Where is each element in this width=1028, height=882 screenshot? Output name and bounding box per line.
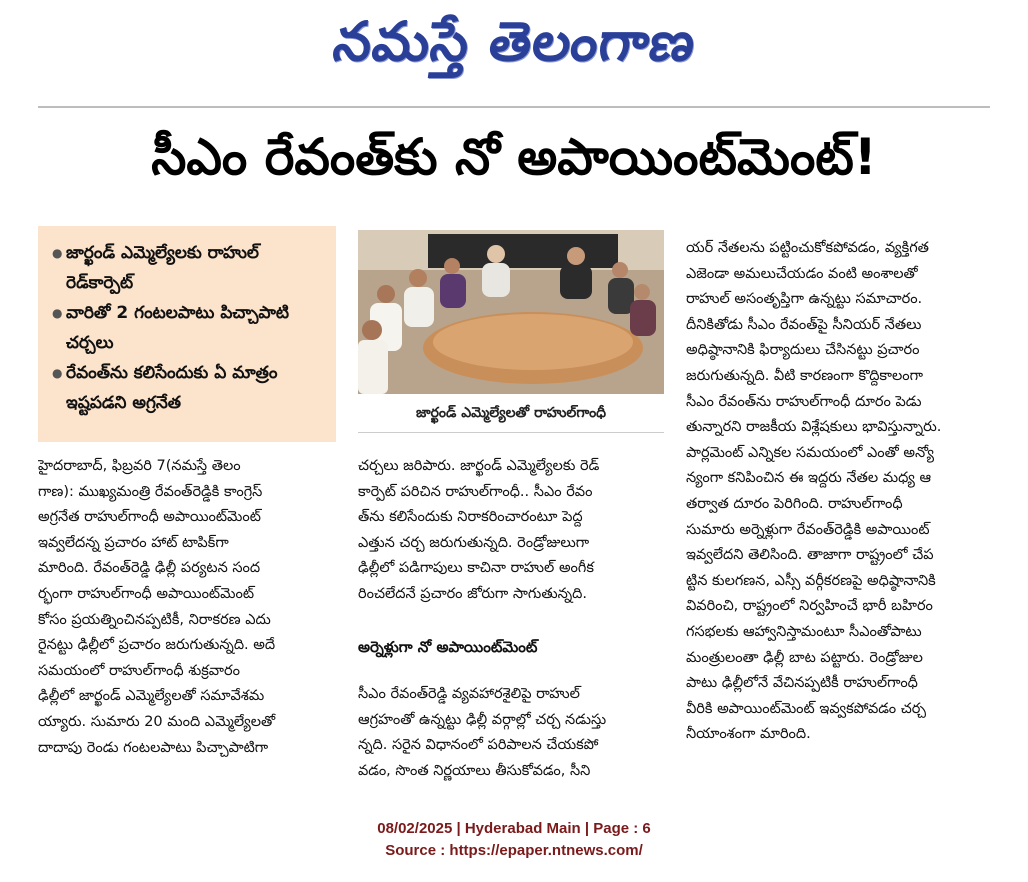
source-link[interactable]: Source : https://epaper.ntnews.com/	[385, 842, 643, 859]
masthead	[0, 0, 1028, 96]
article-line: పార్లమెంట్ ఎన్నికల సమయంలో ఎంతో అన్యో	[686, 444, 935, 461]
article-line: జరుగుతున్నది. వీటి కారణంగా కొద్దికాలంగా	[686, 367, 923, 384]
article-line: ఢిల్లీలో జార్ఖండ్ ఎమ్మెల్యేలతో సమావేశమ	[38, 688, 265, 705]
article-line: ట్టిన కులగణన, ఎస్సీ వర్గీకరణపై అధిష్ఠానానికి	[686, 572, 936, 589]
bullet-icon: ●	[52, 306, 63, 320]
article-line: రాహుల్ అసంతృప్తిగా ఉన్నట్టు సమాచారం.	[686, 291, 923, 308]
article-line: ఎజెండా అమలుచేయడం వంటి అంశాలతో	[686, 265, 918, 282]
bullet-icon: ●	[52, 366, 63, 380]
article-line: వడం, సొంత నిర్ణయాలు తీసుకోవడం, సీని	[358, 762, 591, 779]
article-line: ఢిల్లీలో పడిగాపులు కాచినా రాహుల్ అంగీక	[358, 560, 594, 577]
edition-info: 08/02/2025 | Hyderabad Main | Page : 6	[377, 820, 651, 837]
article-line: న్నది. సరైన విధానంలో పరిపాలన చేయకపో	[358, 737, 599, 754]
article-line: వివరించి, రాష్ట్రంలో నిర్వహించే భారీ బహిరం	[686, 598, 933, 615]
article-line: న్యంగా కనిపించిన ఈ ఇద్దరు నేతల మధ్య ఆ	[686, 470, 932, 487]
article-line: గాణ): ముఖ్యమంత్రి రేవంత్‌రెడ్డికి కాంగ్రెస్	[38, 483, 263, 500]
article-line: తర్వాత దూరం పెరిగింది. రాహుల్‌గాంధీ	[686, 495, 903, 512]
article-line: సీఎం రేవంత్‌రెడ్డి వ్యవహారశైలిపై రాహుల్	[358, 686, 580, 702]
article-line: సమయంలో రాహుల్‌గాంధీ శుక్రవారం	[38, 662, 240, 679]
article-line: ఇవ్వలేదని తెలిసింది. తాజాగా రాష్ట్రంలో చేప	[686, 547, 934, 564]
article-line: సీఎం రేవంత్‌ను రాహుల్‌గాంధీ దూరం పెడు	[686, 393, 922, 410]
article-line: అగ్రనేత రాహుల్‌గాంధీ అపాయింట్‌మెంట్	[38, 509, 261, 526]
news-photo	[358, 230, 664, 394]
highlight-text: జార్ఖండ్ ఎమ్మెల్యేలకు రాహుల్ రెడ్‌కార్పెట్	[66, 243, 259, 293]
article-line: య్యారు. సుమారు 20 మంది ఎమ్మెల్యేలతో	[38, 713, 276, 730]
highlights-box	[38, 226, 336, 442]
article-line: సుమారు అర్నెళ్లుగా రేవంత్‌రెడ్డికి అపాయింట్	[686, 521, 930, 538]
highlight-text: వారితో 2 గంటలపాటు పిచ్చాపాటి చర్చలు	[66, 303, 290, 353]
article-line: మారింది. రేవంత్‌రెడ్డి ఢిల్లీ పర్యటన సంద	[38, 560, 261, 577]
article-line: మంత్రులంతా ఢిల్లీ బాట పట్టారు. రెండ్రోజుల	[686, 649, 923, 666]
article-line: ఎత్తున చర్చ జరుగుతున్నది. రెండ్రోజులుగా	[358, 534, 590, 551]
article-line: తున్నారని రాజకీయ విశ్లేషకులు భావిస్తున్నారు.	[686, 419, 942, 436]
highlight-item	[52, 298, 326, 358]
masthead-divider	[38, 106, 990, 108]
page-footer	[0, 818, 1028, 862]
meeting-photo-illustration	[358, 230, 664, 394]
article-line: నీయాంశంగా మారింది.	[686, 726, 811, 743]
article-column-2	[358, 454, 664, 608]
article-line: వీరికి అపాయింట్‌మెంట్ ఇవ్వకపోవడం చర్చ	[686, 700, 926, 717]
article-line: కోసం ప్రయత్నించినప్పటికీ, నిరాకరణ ఎదు	[38, 611, 271, 628]
article-line: కార్పెట్ పరిచిన రాహుల్‌గాంధీ.. సీఎం రేవం	[358, 483, 593, 500]
article-subheading: అర్నెళ్లుగా నో అపాయింట్‌మెంట్	[358, 638, 538, 656]
article-line: పాటు ఢిల్లీలోనే వేచినప్పటికీ రాహుల్‌గాంధీ	[686, 675, 918, 692]
article-line: హైదరాబాద్, ఫిబ్రవరి 7(నమస్తే తెలం	[38, 458, 241, 474]
article-line: ర్భంగా రాహుల్‌గాంధీ అపాయింట్‌మెంట్	[38, 585, 255, 602]
article-line: ఆగ్రహంతో ఉన్నట్టు ఢిల్లీ వర్గాల్లో చర్చ నడుస్తు	[358, 711, 607, 728]
highlight-item	[52, 238, 326, 298]
article-line: ఇవ్వలేదన్న ప్రచారం హాట్ టాపిక్‌గా	[38, 534, 229, 551]
article-line: చర్చలు జరిపారు. జార్ఖండ్ ఎమ్మెల్యేలకు రెడ్	[358, 458, 600, 474]
article-line: యర్ నేతలను పట్టించుకోకపోవడం, వ్యక్తిగత	[686, 240, 929, 256]
highlight-text: రేవంత్‌ను కలిసేందుకు ఏ మాత్రం ఇష్టపడని అగ్రనేత	[66, 363, 278, 413]
article-line: గసభలకు ఆహ్వానిస్తామంటూ సీఎంతోపాటు	[686, 623, 922, 640]
article-column-3	[686, 236, 990, 748]
article-line: దీనికితోడు సీఎం రేవంత్‌పై సీనియర్ నేతలు	[686, 316, 922, 333]
headline: సీఎం రేవంత్‌కు నో అపాయింట్‌మెంట్!	[151, 127, 877, 186]
article-line: అధిష్ఠానానికి ఫిర్యాదులు చేసినట్టు ప్రచారం	[686, 342, 920, 359]
highlight-item	[52, 358, 326, 418]
newspaper-logo: నమస్తే తెలంగాణ	[329, 9, 701, 73]
article-column-2-continued	[358, 682, 664, 784]
article-line: దాదాపు రెండు గంటలపాటు పిచ్చాపాటిగా	[38, 739, 269, 756]
photo-caption: జార్ఖండ్ ఎమ్మెల్యేలతో రాహుల్‌గాంధీ	[415, 405, 607, 421]
article-line: త్‌ను కలిసేందుకు నిరాకరించారంటూ పెద్ద	[358, 509, 583, 526]
bullet-icon: ●	[52, 246, 63, 260]
caption-divider	[358, 432, 664, 433]
article-line: రించలేదనే ప్రచారం జోరుగా సాగుతున్నది.	[358, 585, 587, 602]
article-column-1	[38, 454, 336, 761]
article-line: రైనట్టు ఢిల్లీలో ప్రచారం జరుగుతున్నది. అదే	[38, 637, 276, 654]
